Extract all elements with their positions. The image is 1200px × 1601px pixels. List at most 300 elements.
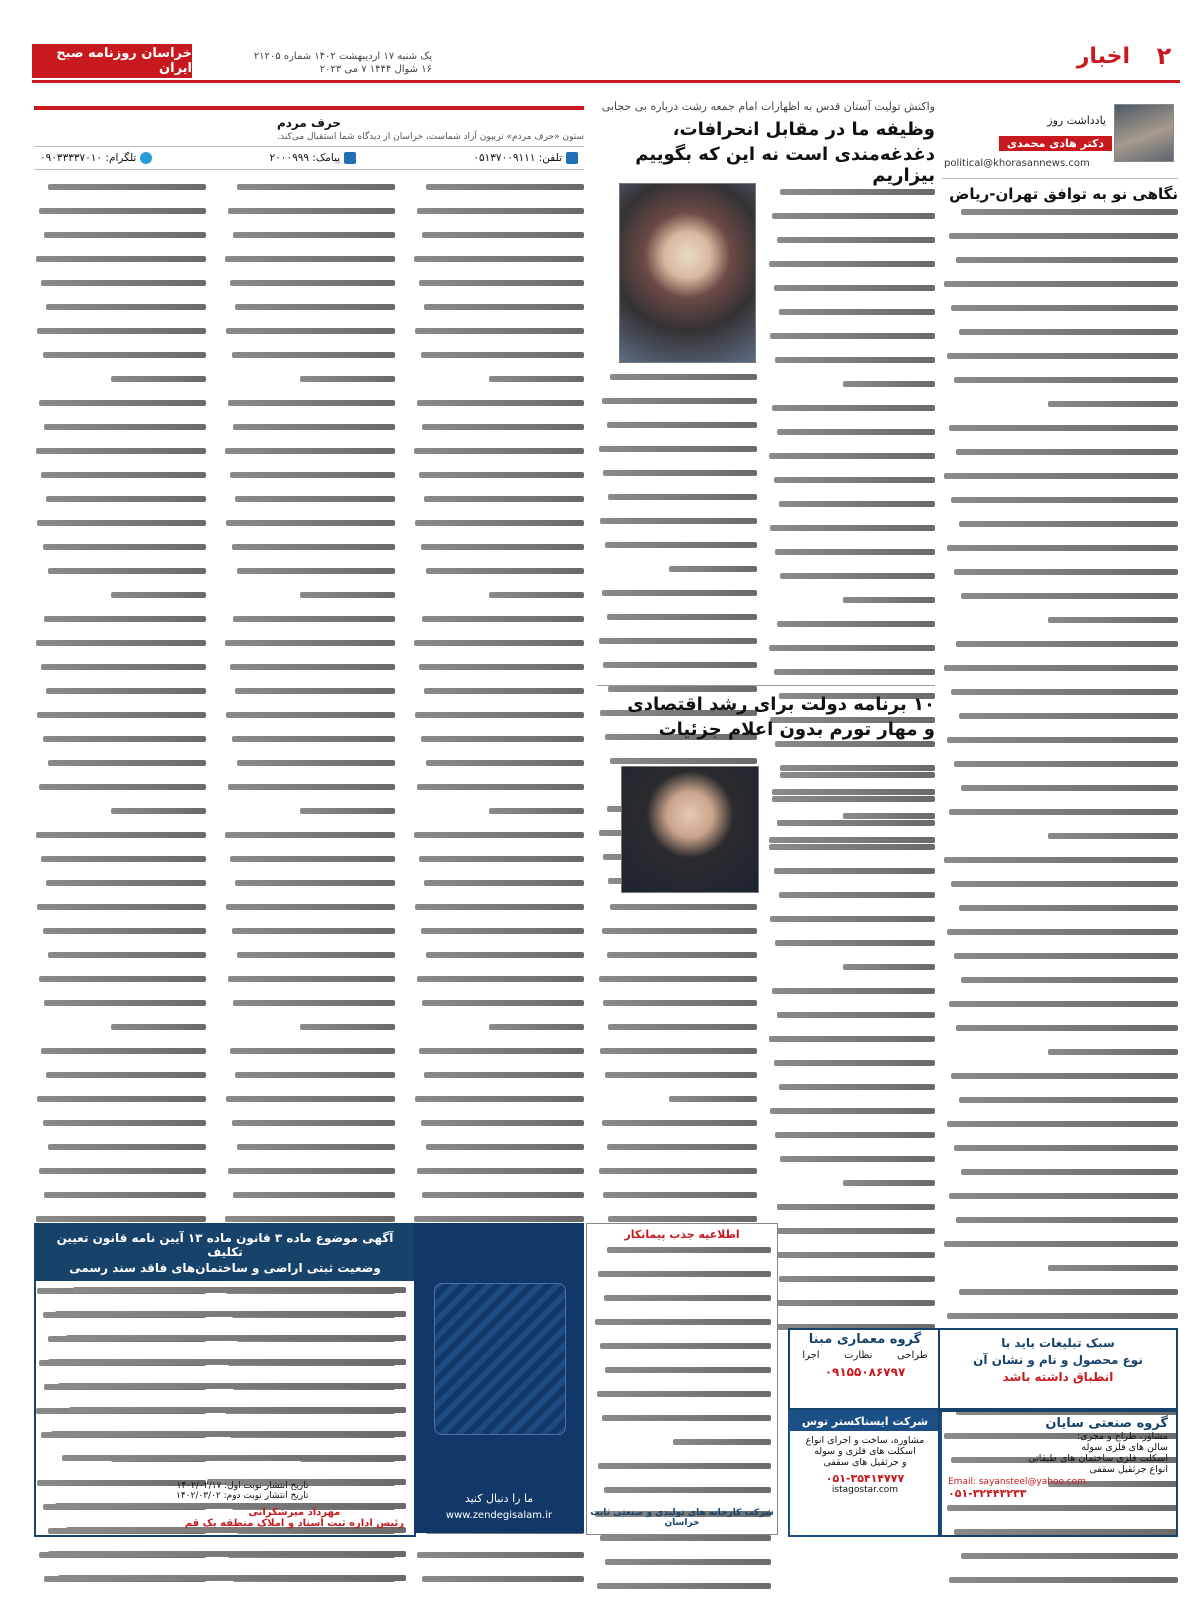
text-line	[412, 712, 584, 730]
text-line	[223, 1096, 395, 1114]
zendegi-url[interactable]: www.zendegisalam.ir	[445, 1510, 553, 1521]
saayan-title: گروه صنعتی سایان	[1045, 1416, 1168, 1431]
text-line	[412, 448, 584, 466]
text-line	[767, 916, 935, 934]
text-line	[942, 617, 1178, 635]
legal-notice-body	[44, 1287, 406, 1593]
second-headline-1: ۱۰ برنامه دولت برای رشد اقتصادی	[627, 694, 935, 715]
people-columns	[34, 178, 584, 1198]
text-line	[412, 1048, 584, 1066]
text-line	[593, 1583, 771, 1601]
text-line	[412, 664, 584, 682]
text-line	[34, 520, 206, 538]
zendegi-cta: ما را دنبال کنید	[464, 1492, 534, 1505]
legal-notice-dates	[176, 1481, 308, 1501]
text-line	[942, 785, 1178, 803]
text-line	[223, 736, 395, 754]
text-line	[412, 904, 584, 922]
lead-kicker: واکنش تولیت آستان قدس به اظهارات امام جمعه رشت درباره بی حجابی	[601, 100, 935, 113]
text-line	[597, 928, 757, 946]
text-line	[223, 592, 395, 610]
text-line	[767, 621, 935, 639]
text-line	[597, 398, 757, 416]
author-photo	[1114, 104, 1174, 162]
saayan-phone[interactable]: ۰۵۱-۳۲۴۴۳۲۳۳	[948, 1487, 1027, 1500]
text-line	[223, 976, 395, 994]
legal-notice-title-1: آگهی موضوع ماده ۳ قانون ماده ۱۳ آیین نامه قانون تعیین تکلیف	[56, 1231, 394, 1259]
text-line	[34, 256, 206, 274]
text-line	[412, 376, 584, 394]
text-line	[942, 809, 1178, 827]
memo-headline: نگاهی نو به توافق تهران-ریاض	[949, 185, 1178, 203]
text-line	[412, 544, 584, 562]
text-line	[412, 1024, 584, 1042]
issue-date	[212, 50, 432, 76]
text-line	[223, 760, 395, 778]
text-line	[34, 1048, 206, 1066]
text-line	[597, 1144, 757, 1162]
text-line	[597, 1048, 757, 1066]
people-subtitle: ستون «حرف مردم» تریبون آزاد شماست، خراسان از دیدگاه شما استقبال می‌کند.	[277, 132, 584, 142]
text-line	[767, 1156, 935, 1174]
text-line	[593, 1319, 771, 1337]
text-line	[597, 662, 757, 680]
text-line	[44, 1455, 406, 1473]
text-line	[767, 525, 935, 543]
text-line	[942, 1553, 1178, 1571]
text-line	[223, 688, 395, 706]
text-line	[223, 400, 395, 418]
text-line	[767, 261, 935, 279]
text-line	[942, 665, 1178, 683]
text-line	[223, 880, 395, 898]
text-line	[942, 689, 1178, 707]
text-line	[34, 448, 206, 466]
phone-contact[interactable]	[473, 152, 578, 164]
text-line	[767, 309, 935, 327]
text-line	[767, 285, 935, 303]
text-line	[223, 712, 395, 730]
text-line	[223, 376, 395, 394]
text-line	[34, 1144, 206, 1162]
text-line	[223, 1168, 395, 1186]
text-line	[223, 328, 395, 346]
text-line	[942, 1001, 1178, 1019]
text-line	[412, 232, 584, 250]
text-line	[597, 904, 757, 922]
text-line	[767, 1300, 935, 1318]
people-title: حرف مردم	[34, 106, 584, 130]
text-line	[412, 736, 584, 754]
text-line	[412, 688, 584, 706]
text-line	[593, 1487, 771, 1505]
text-line	[942, 1073, 1178, 1091]
text-line	[767, 645, 935, 663]
text-line	[44, 1383, 406, 1401]
text-line	[942, 425, 1178, 443]
second-photo	[621, 766, 759, 893]
text-line	[767, 796, 935, 814]
text-line	[223, 208, 395, 226]
text-line	[223, 352, 395, 370]
mina-phone[interactable]: ۰۹۱۵۵۰۸۶۷۹۷	[824, 1365, 906, 1379]
contact-bar	[34, 146, 584, 170]
text-line	[942, 497, 1178, 515]
text-line	[767, 772, 935, 790]
text-line	[412, 424, 584, 442]
text-line	[942, 953, 1178, 971]
text-line	[44, 1431, 406, 1449]
text-line	[767, 549, 935, 567]
text-line	[593, 1247, 771, 1265]
text-line	[44, 1551, 406, 1569]
text-line	[942, 569, 1178, 587]
text-line	[44, 1359, 406, 1377]
text-line	[597, 1000, 757, 1018]
text-line	[412, 928, 584, 946]
issue-date-line1: یک شنبه ۱۷ اردیبهشت ۱۴۰۲ شماره ۲۱۲۰۵	[253, 51, 432, 62]
text-line	[767, 477, 935, 495]
mina-services	[790, 1350, 940, 1361]
text-line	[34, 592, 206, 610]
contractor-recruitment-notice[interactable]	[586, 1223, 778, 1535]
text-line	[412, 832, 584, 850]
text-line	[942, 1193, 1178, 1211]
phone-label: تلفن: ۰۵۱۳۷۰۰۹۱۱۱	[473, 152, 562, 164]
text-line	[34, 928, 206, 946]
memo-column	[942, 100, 1178, 1205]
text-line	[942, 1097, 1178, 1115]
text-line	[942, 353, 1178, 371]
lead-story	[597, 100, 935, 675]
text-line	[412, 520, 584, 538]
page-number: ۲	[1156, 42, 1172, 70]
sms-contact[interactable]	[270, 152, 357, 164]
text-line	[767, 1228, 935, 1246]
contractor-title: اطلاعیه جذب پیمانکار	[624, 1228, 740, 1241]
text-line	[223, 952, 395, 970]
second-story	[597, 694, 935, 1206]
text-line	[34, 1072, 206, 1090]
text-line	[412, 304, 584, 322]
text-line	[44, 1575, 406, 1593]
text-line	[412, 1120, 584, 1138]
section-title: اخبار	[1076, 44, 1130, 69]
text-line	[767, 405, 935, 423]
istagostar-site[interactable]: istagostar.com	[831, 1485, 899, 1495]
memo-header	[942, 100, 1178, 179]
text-line	[412, 808, 584, 826]
text-line	[767, 1084, 935, 1102]
telegram-contact[interactable]	[40, 152, 152, 164]
text-line	[593, 1295, 771, 1313]
text-line	[767, 501, 935, 519]
text-line	[767, 573, 935, 591]
text-line	[942, 1217, 1178, 1235]
text-line	[597, 566, 757, 584]
text-line	[767, 1252, 935, 1270]
text-line	[767, 429, 935, 447]
text-line	[223, 304, 395, 322]
text-line	[44, 1287, 406, 1305]
text-line	[593, 1271, 771, 1289]
text-line	[34, 280, 206, 298]
text-line	[412, 1144, 584, 1162]
second-body-right	[767, 766, 935, 1342]
text-line	[942, 833, 1178, 851]
text-line	[223, 928, 395, 946]
text-line	[223, 640, 395, 658]
text-line	[767, 1180, 935, 1198]
text-line	[942, 1121, 1178, 1139]
text-line	[942, 737, 1178, 755]
text-line	[942, 377, 1178, 395]
text-line	[597, 542, 757, 560]
text-line	[942, 1025, 1178, 1043]
istagostar-ad[interactable]	[788, 1410, 942, 1537]
text-line	[942, 209, 1178, 227]
text-line	[412, 1000, 584, 1018]
mina-service-2: نظارت	[844, 1350, 873, 1361]
text-line	[223, 904, 395, 922]
text-line	[34, 616, 206, 634]
text-line	[223, 808, 395, 826]
istagostar-line-3: و جرثقیل های سقفی	[823, 1457, 907, 1468]
text-line	[942, 1241, 1178, 1259]
newspaper-logo[interactable]: خراسان روزنامه صبح ایران	[32, 44, 192, 78]
text-line	[593, 1559, 771, 1577]
text-line	[34, 544, 206, 562]
text-line	[597, 952, 757, 970]
text-line	[34, 208, 206, 226]
text-line	[767, 597, 935, 615]
text-line	[412, 592, 584, 610]
text-line	[942, 305, 1178, 323]
saayan-item-1: سالن های فلزی سوله	[1081, 1442, 1168, 1453]
text-line	[942, 905, 1178, 923]
mina-architecture-ad[interactable]	[788, 1328, 942, 1410]
text-line	[34, 1096, 206, 1114]
text-line	[767, 1060, 935, 1078]
text-line	[597, 446, 757, 464]
text-line	[412, 496, 584, 514]
text-line	[34, 352, 206, 370]
text-line	[223, 1048, 395, 1066]
text-line	[223, 1192, 395, 1210]
text-line	[767, 1276, 935, 1294]
text-line	[412, 1168, 584, 1186]
text-line	[597, 614, 757, 632]
text-line	[942, 233, 1178, 251]
saayan-steel-ad[interactable]	[938, 1410, 1178, 1537]
text-line	[767, 868, 935, 886]
text-line	[223, 616, 395, 634]
text-line	[34, 1000, 206, 1018]
text-line	[34, 376, 206, 394]
sms-label: پیامک: ۲۰۰۰۹۹۹	[269, 152, 341, 164]
text-line	[44, 1311, 406, 1329]
text-line	[223, 1000, 395, 1018]
text-line	[767, 189, 935, 207]
lead-headline-2: دغدغه‌مندی است نه این که بگوییم بیزاریم	[635, 144, 935, 186]
text-line	[223, 1144, 395, 1162]
lead-headline-1: وظیفه ما در مقابل انحرافات،	[672, 119, 935, 140]
istagostar-line-1: مشاوره، ساخت و اجرای انواع	[805, 1435, 925, 1446]
text-line	[942, 281, 1178, 299]
text-line	[767, 1204, 935, 1222]
text-line	[412, 640, 584, 658]
text-line	[942, 641, 1178, 659]
legal-date-1: تاریخ انتشار نوبت اول: ۱۴۰۲/۰۲/۱۷	[176, 1481, 309, 1491]
text-line	[34, 640, 206, 658]
text-line	[942, 1289, 1178, 1307]
text-line	[942, 593, 1178, 611]
istagostar-line-2: اسکلت های فلزی و سوله	[814, 1446, 916, 1457]
text-line	[942, 449, 1178, 467]
text-line	[34, 664, 206, 682]
text-line	[34, 1024, 206, 1042]
lead-photo	[619, 183, 756, 363]
text-line	[942, 1169, 1178, 1187]
text-line	[412, 1576, 584, 1594]
text-line	[767, 844, 935, 862]
text-line	[44, 1407, 406, 1425]
saayan-item-2: اسکلت فلزی ساختمان های طبقاتی	[1028, 1453, 1168, 1464]
text-line	[412, 1096, 584, 1114]
text-line	[34, 784, 206, 802]
text-line	[223, 280, 395, 298]
text-line	[223, 1072, 395, 1090]
text-line	[34, 328, 206, 346]
text-line	[597, 1120, 757, 1138]
second-headline-2: و مهار تورم بدون اعلام جزئیات	[658, 719, 935, 740]
text-line	[412, 256, 584, 274]
saayan-item-3: انواع جرثقیل سقفی	[1089, 1464, 1168, 1475]
saayan-email[interactable]: Email: sayansteel@yahoo.com	[948, 1477, 1086, 1487]
text-line	[597, 1072, 757, 1090]
text-line	[34, 568, 206, 586]
legal-notice-title-2: وضعیت ثبتی اراضی و ساختمان‌های فاقد سند رسمی	[69, 1261, 381, 1275]
legal-date-2: تاریخ انتشار نوبت دوم: ۱۴۰۲/۰۳/۰۲	[176, 1491, 309, 1501]
text-line	[223, 472, 395, 490]
text-line	[593, 1535, 771, 1553]
text-line	[412, 328, 584, 346]
text-line	[223, 232, 395, 250]
text-line	[34, 496, 206, 514]
legal-notice-ad[interactable]	[34, 1223, 416, 1537]
istagostar-phone[interactable]: ۰۵۱-۳۵۴۱۴۷۷۷	[825, 1472, 905, 1485]
promo-line-2: نوع محصول و نام و نشان آن	[973, 1353, 1143, 1367]
text-line	[223, 496, 395, 514]
divider	[597, 685, 935, 686]
text-line	[767, 988, 935, 1006]
text-line	[593, 1391, 771, 1409]
zendegi-logo	[434, 1283, 566, 1435]
text-line	[942, 1049, 1178, 1067]
text-line	[34, 952, 206, 970]
text-line	[34, 712, 206, 730]
text-line	[767, 820, 935, 838]
text-line	[942, 977, 1178, 995]
text-line	[223, 784, 395, 802]
text-line	[942, 257, 1178, 275]
author-email[interactable]: political@khorasannews.com	[944, 158, 1090, 169]
masthead	[32, 42, 1180, 83]
text-line	[593, 1343, 771, 1361]
text-line	[597, 976, 757, 994]
text-line	[942, 329, 1178, 347]
text-line	[767, 213, 935, 231]
text-line	[34, 736, 206, 754]
text-line	[597, 374, 757, 392]
text-line	[412, 184, 584, 202]
text-line	[942, 713, 1178, 731]
advertising-promo-ad[interactable]	[938, 1328, 1178, 1410]
telegram-label: تلگرام: ۰۹۰۳۳۳۳۷۰۱۰	[40, 152, 137, 164]
text-line	[767, 357, 935, 375]
text-line	[34, 760, 206, 778]
text-line	[942, 1145, 1178, 1163]
text-line	[597, 638, 757, 656]
text-line	[34, 976, 206, 994]
text-line	[34, 832, 206, 850]
text-line	[767, 237, 935, 255]
text-line	[767, 1012, 935, 1030]
legal-notice-signer	[185, 1507, 404, 1529]
istagostar-title: شرکت ایستاکستر توس	[790, 1412, 940, 1431]
text-line	[44, 1527, 406, 1545]
text-line	[942, 473, 1178, 491]
mina-service-1: طراحی	[896, 1350, 928, 1361]
text-line	[412, 208, 584, 226]
text-line	[942, 857, 1178, 875]
text-line	[223, 832, 395, 850]
mina-service-3: اجرا	[802, 1350, 820, 1361]
text-line	[44, 1335, 406, 1353]
text-line	[412, 616, 584, 634]
text-line	[223, 448, 395, 466]
text-line	[34, 424, 206, 442]
text-line	[767, 940, 935, 958]
text-line	[34, 304, 206, 322]
text-line	[412, 1072, 584, 1090]
text-line	[223, 568, 395, 586]
text-line	[223, 256, 395, 274]
text-line	[942, 1577, 1178, 1595]
text-line	[412, 952, 584, 970]
text-line	[942, 545, 1178, 563]
text-line	[34, 904, 206, 922]
text-line	[597, 1096, 757, 1114]
text-line	[597, 1192, 757, 1210]
text-line	[412, 400, 584, 418]
text-line	[223, 1024, 395, 1042]
text-line	[942, 401, 1178, 419]
text-line	[412, 1552, 584, 1570]
text-line	[34, 232, 206, 250]
text-line	[597, 494, 757, 512]
text-line	[942, 761, 1178, 779]
mina-title: گروه معماری مبنا	[808, 1332, 922, 1347]
text-line	[223, 520, 395, 538]
text-line	[223, 856, 395, 874]
text-line	[223, 664, 395, 682]
legal-signer-title: رئیس اداره ثبت اسناد و املاک منطقه یک قم	[184, 1518, 404, 1529]
text-line	[593, 1439, 771, 1457]
text-line	[34, 184, 206, 202]
text-line	[597, 1168, 757, 1186]
text-line	[597, 470, 757, 488]
